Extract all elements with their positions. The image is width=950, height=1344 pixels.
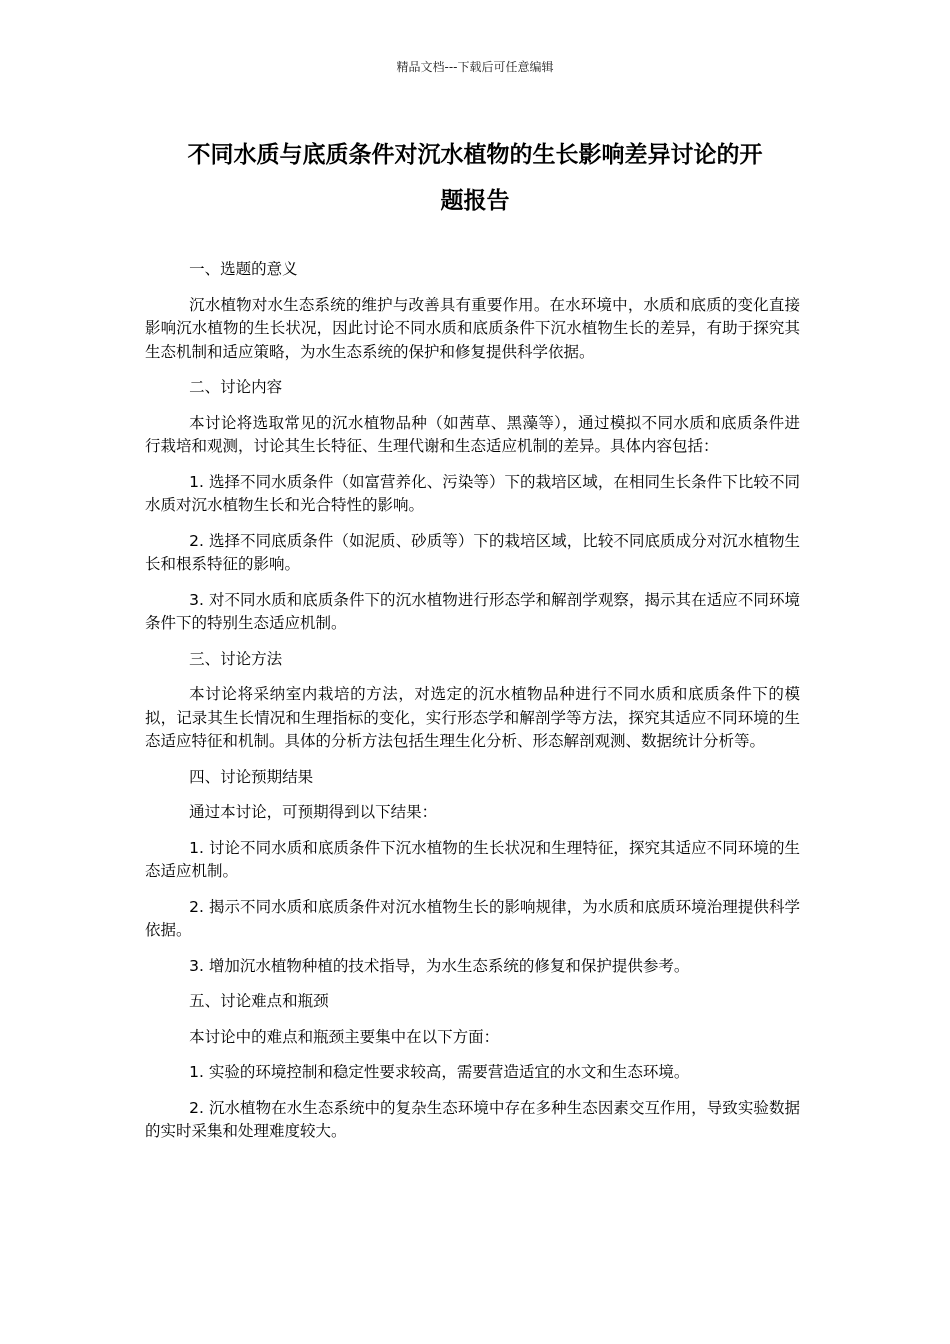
list-item: 2. 沉水植物在水生态系统中的复杂生态环境中存在多种生态因素交互作用，导致实验数据的实时采集和处理难度较大。 — [145, 1098, 800, 1140]
document-title — [150, 132, 800, 224]
section-heading-methods: 三、讨论方法 — [189, 649, 283, 668]
list-item: 1. 选择不同水质条件（如富营养化、污染等）下的栽培区域，在相同生长条件下比较不同水质对沉水植物生长和光合特性的影响。 — [145, 472, 800, 514]
paragraph: 本讨论将采纳室内栽培的方法，对选定的沉水植物品种进行不同水质和底质条件下的模拟，记录其生长情况和生理指标的变化，实行形态学和解剖学等方法，探究其适应不同环境的生态适应特征和机制。具体的分析方法包括生理生化分析、形态解剖观测、数据统计分析等。 — [145, 685, 800, 750]
paragraph: 本讨论中的难点和瓶颈主要集中在以下方面： — [189, 1027, 500, 1046]
document-body — [145, 258, 800, 1156]
list-item: 2. 揭示不同水质和底质条件对沉水植物生长的影响规律，为水质和底质环境治理提供科学依据。 — [145, 897, 800, 939]
section-heading-content: 二、讨论内容 — [189, 378, 283, 396]
list-item: 3. 增加沉水植物种植的技术指导，为水生态系统的修复和保护提供参考。 — [189, 956, 690, 975]
list-item: 3. 对不同水质和底质条件下的沉水植物进行形态学和解剖学观察，揭示其在适应不同环境条件下的特别生态适应机制。 — [145, 590, 800, 632]
list-item: 1. 讨论不同水质和底质条件下沉水植物的生长状况和生理特征，探究其适应不同环境的生态适应机制。 — [145, 838, 800, 880]
paragraph: 本讨论将选取常见的沉水植物品种（如茜草、黑藻等），通过模拟不同水质和底质条件进行栽培和观测，讨论其生长特征、生理代谢和生态适应机制的差异。具体内容包括： — [145, 413, 800, 455]
paragraph: 沉水植物对水生态系统的维护与改善具有重要作用。在水环境中，水质和底质的变化直接影响沉水植物的生长状况，因此讨论不同水质和底质条件下沉水植物生长的差异，有助于探究其生态机制和适应策略，为水生态系统的保护和修复提供科学依据。 — [145, 295, 800, 361]
section-heading-expected-results: 四、讨论预期结果 — [189, 767, 314, 786]
header-note: 精品文档---下载后可任意编辑 — [396, 60, 554, 74]
section-heading-significance: 一、选题的意义 — [189, 260, 298, 278]
list-item: 2. 选择不同底质条件（如泥质、砂质等）下的栽培区域，比较不同底质成分对沉水植物生长和根系特征的影响。 — [145, 531, 800, 573]
title-line-2: 题报告 — [440, 188, 510, 214]
section-heading-difficulties: 五、讨论难点和瓶颈 — [189, 992, 329, 1010]
paragraph: 通过本讨论，可预期得到以下结果： — [189, 803, 438, 821]
list-item: 1. 实验的环境控制和稳定性要求较高，需要营造适宜的水文和生态环境。 — [189, 1063, 690, 1081]
title-line-1: 不同水质与底质条件对沉水植物的生长影响差异讨论的开 — [187, 142, 763, 168]
